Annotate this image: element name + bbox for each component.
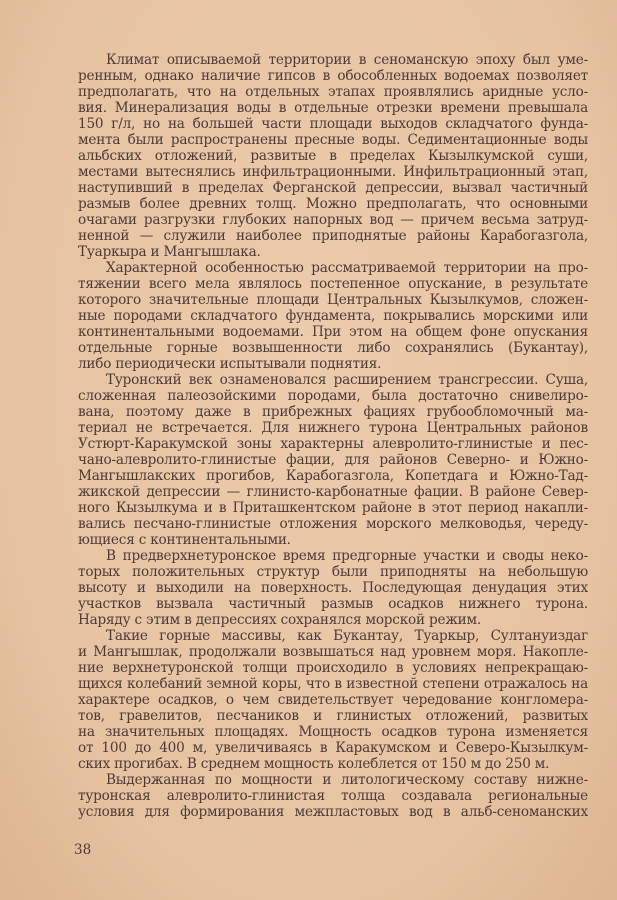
text-line: Климат описываемой территории в сеноманскую эпоху был уме- [106,52,588,68]
text-line: тяжении всего мела являлось постепенное опускание, в результате [78,276,588,292]
text-line: вались песчано-глинистые отложения морского мелководья, череду- [78,516,588,532]
paragraph [78,372,588,548]
text-line: ние верхнетуронской толщи происходило в условиях непрекращаю- [78,660,588,676]
page-number: 38 [74,842,92,858]
text-line: Такие горные массивы, как Букантау, Туаркыр, Султануиздаг [106,628,588,644]
text-line: териал не встречается. Для нижнего турона Центральных районов [78,420,588,436]
text-line: чано-алевролито-глинистые фации, для районов Северно- и Южно- [78,452,588,468]
text-line: Туаркыра и Мангышлака. [78,244,261,260]
text-line: размыв более древних толщ. Можно предполагать, что основными [78,196,588,212]
text-line: ренным, однако наличие гипсов в обособленных водоемах позволяет [78,68,588,84]
text-line: 150 г/л, но на большей части площади выходов складчатого фунда- [78,116,588,132]
text-line: предполагать, что на отдельных этапах проявлялись аридные усло- [78,84,588,100]
text-line: торых положительных структур были приподняты на небольшую [78,564,588,580]
paragraph [78,772,588,820]
text-line: высоту и выходили на поверхность. Последующая денудация этих [78,580,588,596]
text-line: Мангышлакских прогибов, Карабогазгола, Копетдага и Южно-Тад- [78,468,588,484]
text-line: ные породами складчатого фундамента, покрывались морскими или [78,308,588,324]
text-line: очагами разгрузки глубоких напорных вод — причем весьма затруд- [78,212,588,228]
text-line: наступивший в пределах Ферганской депрессии, вызвал частичный [78,180,588,196]
text-line: туронская алевролито-глинистая толща создавала региональные [78,788,588,804]
text-line: ских прогибах. В среднем мощность колеблется от 150 м до 250 м. [78,756,550,772]
text-line: вана, поэтому даже в прибрежных фациях грубообломочный ма- [78,404,588,420]
text-line: континентальными водоемами. При этом на общем фоне опускания [78,324,588,340]
text-line: Туронский век ознаменовался расширением трансгрессии. Суша, [106,372,588,388]
text-line: местами вытеснялись инфильтрационными. Инфильтрационный этап, [78,164,588,180]
text-line: характере осадков, о чем свидетельствует чередование конгломера- [78,692,588,708]
paragraph [78,52,588,260]
text-line: условия для формирования межпластовых вод в альб-сеноманских [78,804,588,820]
text-line: ного Кызылкума и в Приташкентском районе в этот период накапли- [78,500,588,516]
text-line: альбских отложений, развитые в пределах Кызылкумской суши, [78,148,588,164]
text-line: на значительных площадях. Мощность осадков турона изменяется [78,724,588,740]
text-line: отдельные горные возвышенности либо сохранялись (Букантау), [78,340,588,356]
text-line: ющиеся с континентальными. [78,532,291,548]
text-line: Устюрт-Каракумской зоны характерны алевролито-глинистые и пес- [78,436,588,452]
text-line: жикской депрессии — глинисто-карбонатные фации. В районе Север- [78,484,588,500]
paragraph [78,548,588,628]
text-line: вия. Минерализация воды в отдельные отрезки времени превышала [78,100,588,116]
text-line: ненной — служили наиболее приподнятые районы Карабогазгола, [78,228,588,244]
text-line: тов, гравелитов, песчаников и глинистых отложений, развитых [78,708,588,724]
text-line: щихся колебаний земной коры, что в известной степени отражалось на [78,676,588,692]
text-line: мента были распространены пресные воды. Седиментационные воды [78,132,588,148]
paragraph [78,628,588,772]
text-line: либо периодически испытывали поднятия. [78,356,382,372]
text-line: которого значительные площади Центральных Кызылкумов, сложен- [78,292,588,308]
text-line: Выдержанная по мощности и литологическому составу нижне- [106,772,588,788]
document-body [78,52,588,820]
text-line: и Мангышлак, продолжали возвышаться над уровнем моря. Накопле- [78,644,588,660]
text-line: Характерной особенностью рассматриваемой территории на про- [106,260,588,276]
text-line: от 100 до 400 м, увеличиваясь в Каракумском и Северо-Кызылкум- [78,740,588,756]
text-line: В предверхнетуронское время предгорные участки и своды неко- [106,548,588,564]
text-line: сложенная палеозойскими породами, была достаточно снивелиро- [78,388,588,404]
text-line: Наряду с этим в депрессиях сохранялся морской режим. [78,612,481,628]
paragraph [78,260,588,372]
text-line: участков вызвала частичный размыв осадков нижнего турона. [78,596,588,612]
